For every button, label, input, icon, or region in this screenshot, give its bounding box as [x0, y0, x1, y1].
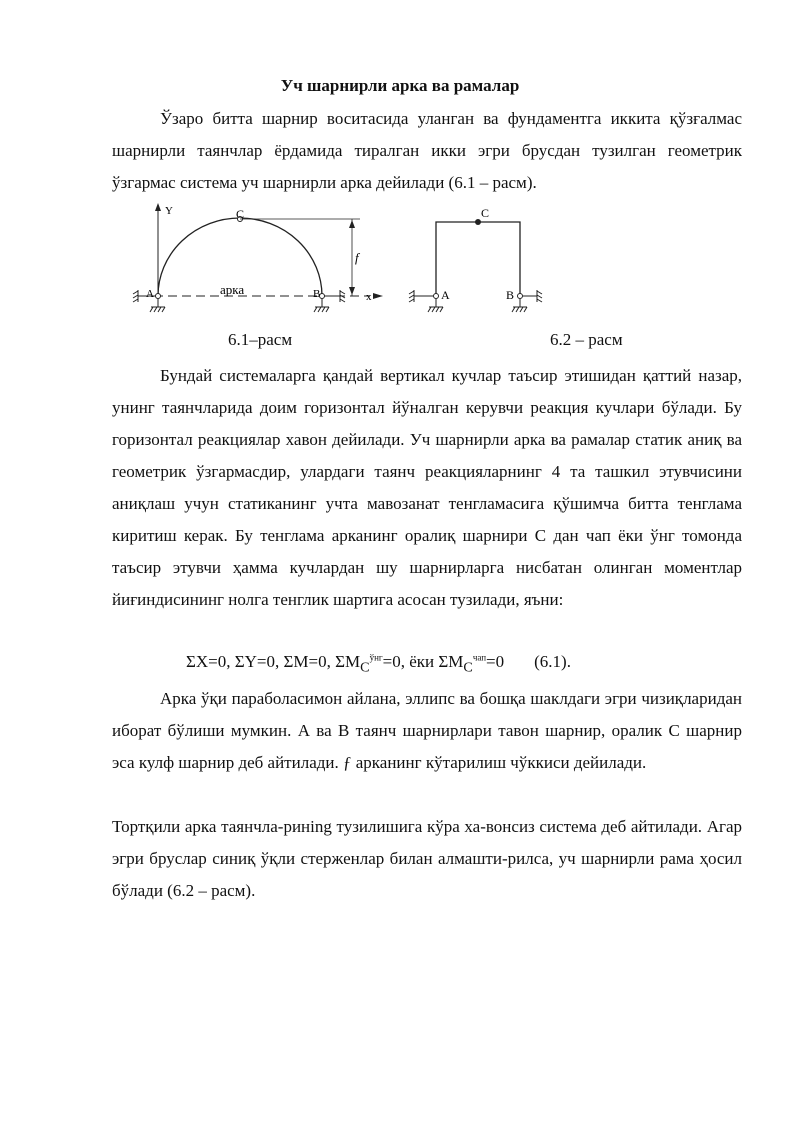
frame-outline	[436, 222, 520, 296]
equilibrium-formula: ΣX=0, ΣY=0, ΣM=0, $\Sigma M_C^{ўнг}=0$, ёки $\Sigma M_C^{чап}=0$ (6.1).	[186, 652, 571, 676]
frame-support-a-icon	[409, 290, 443, 312]
formula-number: (6.1).	[534, 652, 571, 671]
figure-frame	[409, 206, 542, 312]
label-arch: арка	[220, 282, 245, 297]
figures	[0, 0, 800, 340]
label-b: B	[313, 288, 321, 300]
paragraph-frame: Тортқили арка таянчла-ринing тузилишига кўра ха-вонсиз система деб айтилади. Агар эгри бруслар синиқ ўқли стерженлар билан алмашти-рилса, уч шарнирли рама ҳосил бўлади (6.2 – расм).	[112, 817, 742, 900]
label-c: C	[236, 207, 245, 221]
figure-caption-2: 6.2 – расм	[550, 330, 623, 349]
paragraph-reactions: Бундай системаларга қандай вертикал кучлар таъсир этишидан қаттий назар, унинг таянчларида доим горизонтал йўналган керувчи реакция кучлари бўлади. Бу горизонтал реакциялар хавон дейилади. Уч шарнирли арка ва рамалар статик аниқ ва геометрик ўзгармасдир, улардаги таянч реакцияларнинг 4 та ташкил этувчисини аниқлаш учун статиканинг учта мавозанат тенгламасига қўшимча битта тенглама киритиш керак. Бу тенглама арканинг оралиқ шарнири С дан чап ёки ўнг томонда таъсир этувчи ҳамма кучлардан шу шарнирларга нисбатан олинган моментлар йиғиндисининг нолга тенглик шартига асосан тузилади, яъни:	[112, 366, 742, 609]
frame-label-c: C	[481, 206, 490, 220]
x-axis-arrow-icon	[373, 293, 383, 299]
y-axis-arrow-icon	[155, 203, 161, 211]
figure-arch	[133, 203, 383, 312]
figure-caption-1: 6.1–расм	[228, 330, 293, 349]
frame-label-a: A	[441, 288, 450, 302]
page-title: Уч шарнирли арка ва рамалар	[280, 76, 520, 95]
label-a: A	[146, 288, 154, 300]
frame-support-b-icon	[512, 290, 542, 312]
frame-label-b: B	[506, 288, 515, 302]
axis-label-y: Y	[165, 205, 173, 217]
paragraph-intro: Ўзаро битта шарнир воситасида уланган ва фундаментга иккита қўзғалмас шарнирли таянчлар ёрдамида тиралган икки эгри брусдан тузилган геометрик ўзгармас система уч шарнирли арка дейилади (6.1 – расм).	[112, 109, 742, 192]
label-f: f	[355, 250, 359, 265]
paragraph-arch-axis: Арка ўқи параболасимон айлана, эллипс ва бошқа шаклдаги эгри чизиқларидан иборат бўлиши мумкин. А ва В таянч шарнирлари тавон шарнир, оралик С шарнир эса кулф шарнир деб айтилади. ƒ арканинг кўтарилиш чўккиси дейилади.	[112, 689, 742, 772]
axis-label-x: x	[366, 291, 372, 303]
